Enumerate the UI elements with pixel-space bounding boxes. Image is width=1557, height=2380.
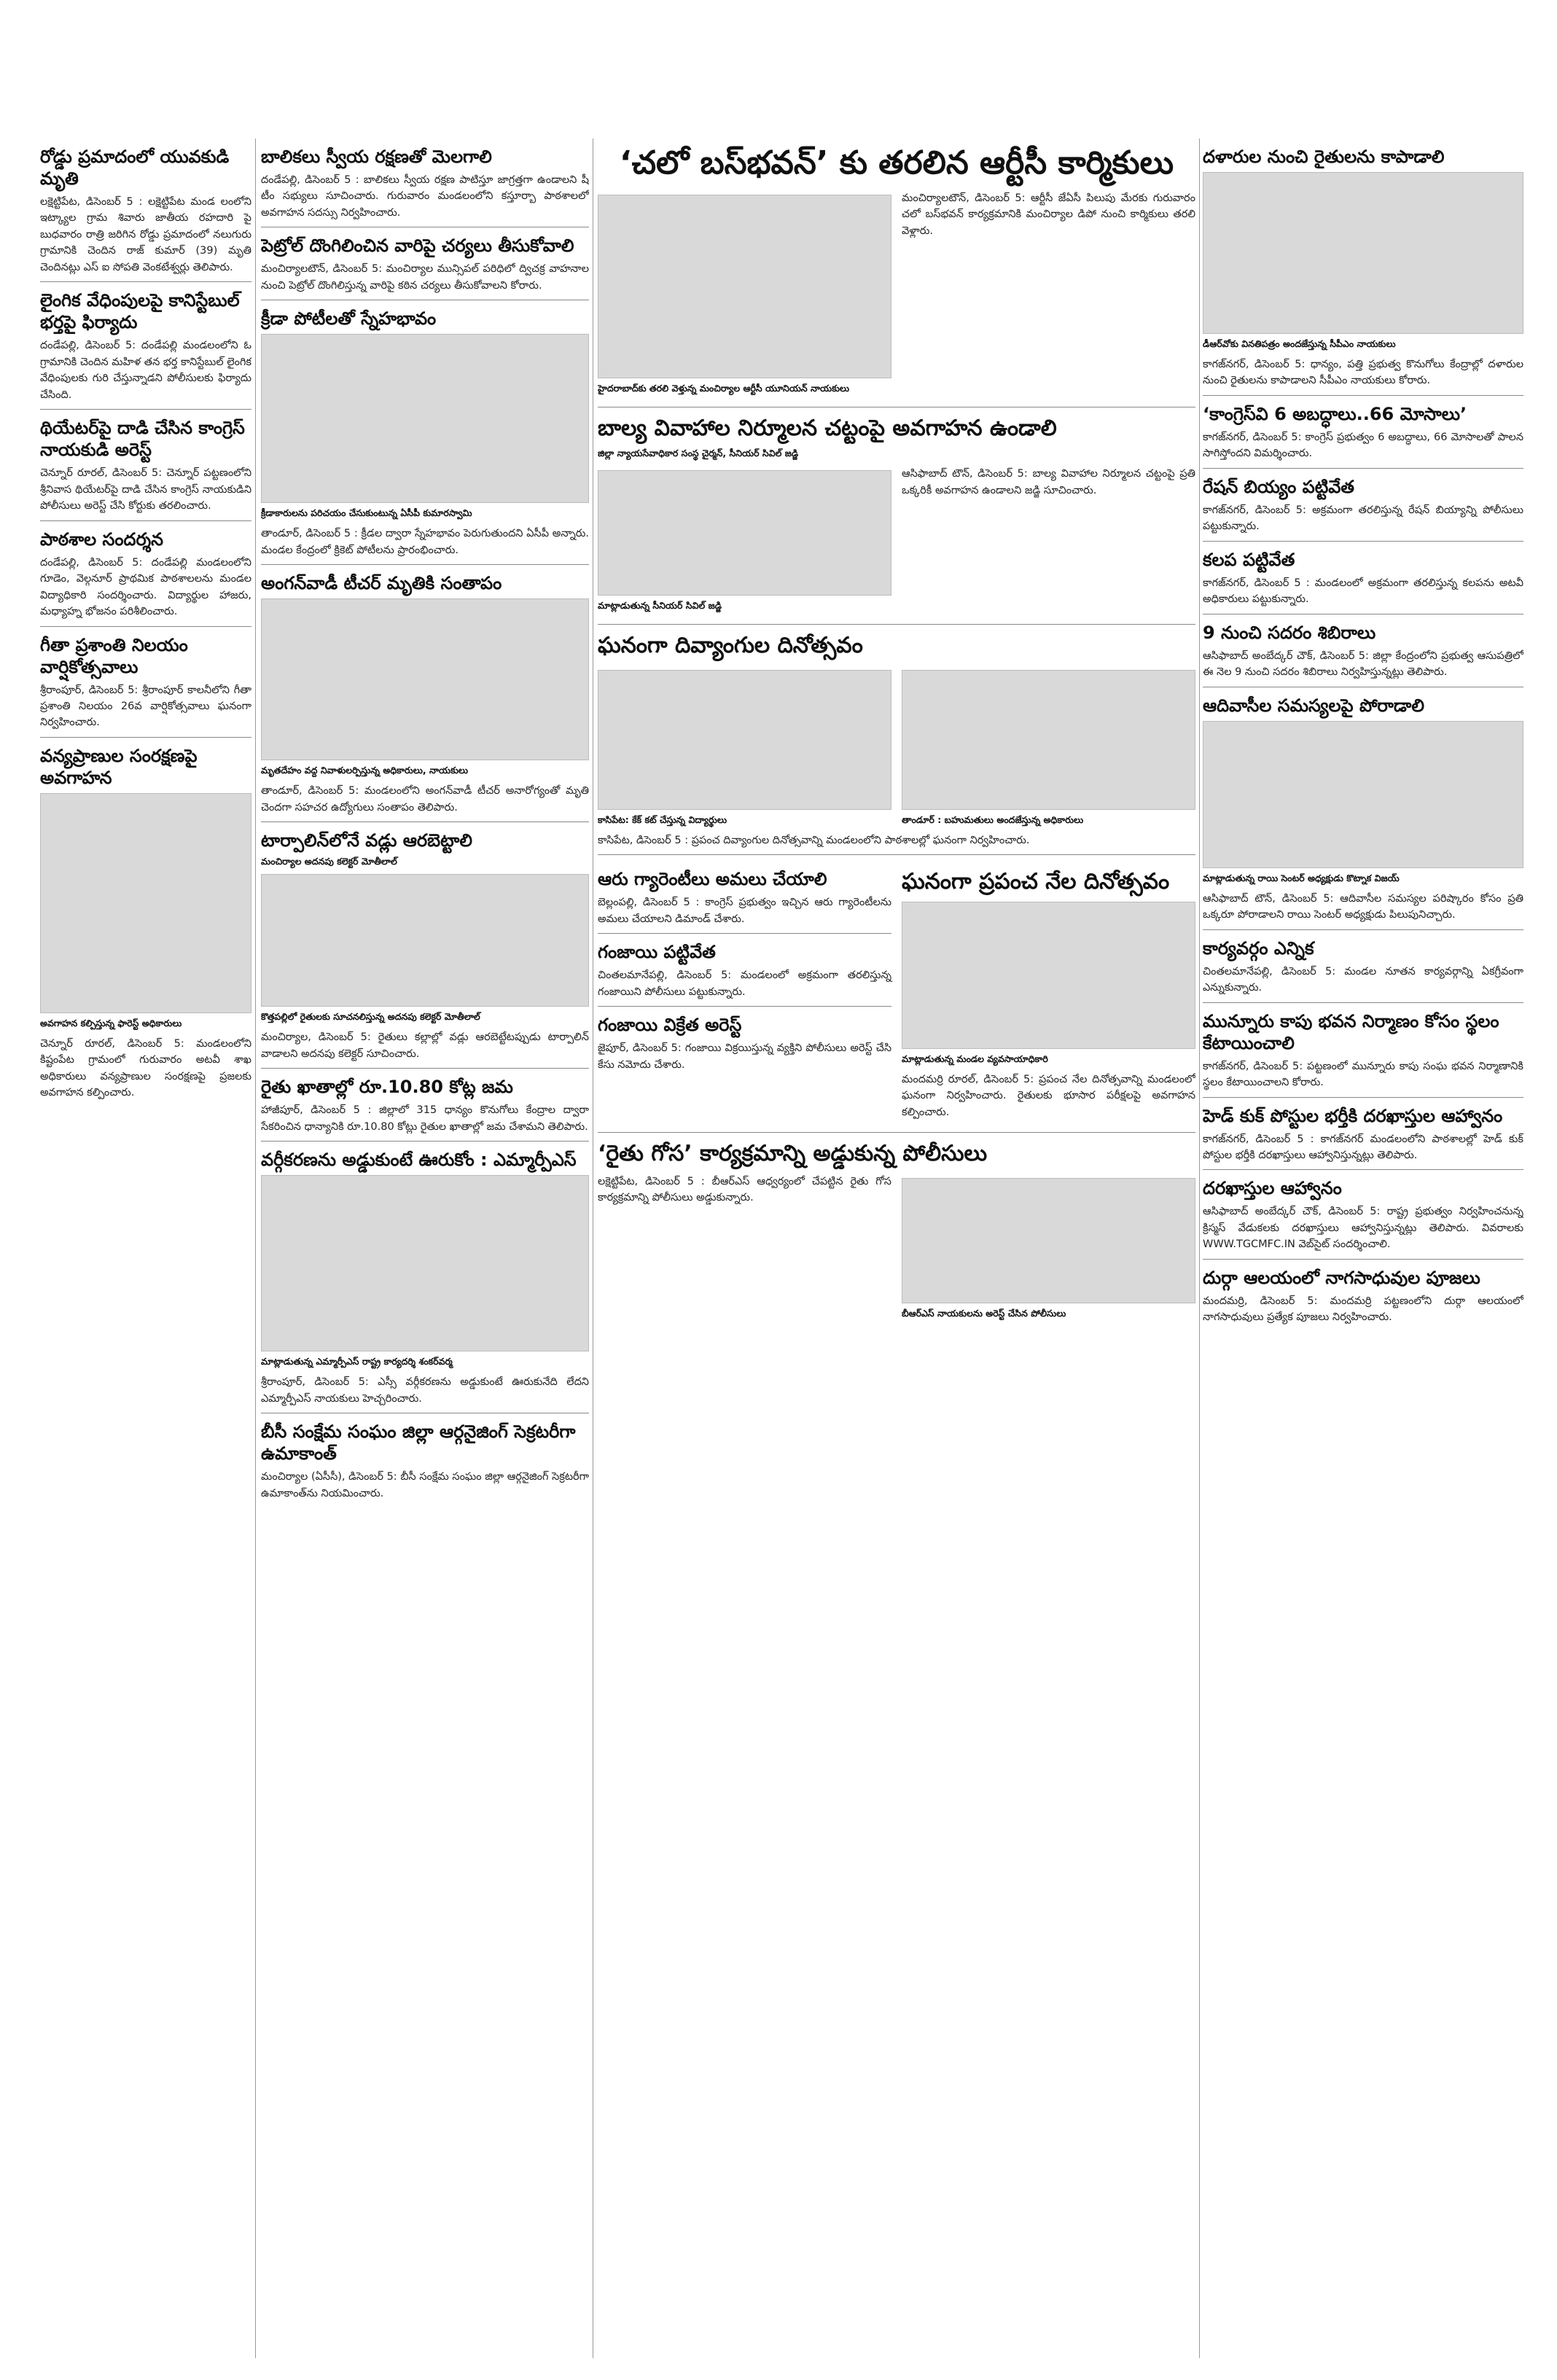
column-1 bbox=[40, 138, 251, 2358]
article-body: మంచిర్యాలటౌన్, డిసెంబర్ 5: మంచిర్యాల మున్సిపల్ పరిధిలో ద్విచక్ర వాహనాల నుంచి పెట్రోల్ దొంగిలిస్తున్న వారిపై కఠిన చర్యలు తీసుకోవాలని కోరారు. bbox=[261, 263, 589, 292]
headline-adivasi: ఆదివాసీల సమస్యలపై పోరాడాలి bbox=[1203, 695, 1424, 716]
headline-road-accident: రోడ్డు ప్రమాదంలో యువకుడి మృతి bbox=[40, 147, 230, 189]
news-photo bbox=[598, 670, 891, 810]
headline-rythu-gosa: ‘రైతు గోస’ కార్యక్రమాన్ని అడ్డుకున్న పోలీసులు bbox=[598, 1141, 988, 1167]
divider bbox=[40, 281, 251, 282]
article-body: చింతలమానేపల్లి, డిసెంబర్ 5: మండల నూతన కార్యవర్గాన్ని ఏకగ్రీవంగా ఎన్నుకున్నారు. bbox=[1203, 965, 1523, 994]
headline-anganwadi: అంగన్‌వాడీ టీచర్ మృతికి సంతాపం bbox=[261, 573, 502, 594]
article-body: శ్రీరాంపూర్, డిసెంబర్ 5: ఎస్సీ వర్గీకరణను అడ్డుకుంటే ఊరుకునేది లేదని ఎమ్మార్పీఎస్ నాయకులు హెచ్చరించారు. bbox=[261, 1376, 589, 1405]
photo-caption: అవగాహన కల్పిస్తున్న ఫారెస్ట్ అధికారులు bbox=[40, 1017, 182, 1029]
article-body: దండేపల్లి, డిసెంబర్ 5: దండేపల్లి మండలంలోని గూడెం, వెల్గనూర్ ప్రాథమిక పాఠశాలలను మండల విద్యాధికారి సందర్శించారు. విద్యార్థుల హాజరు, మధ్యాహ్న భోజనం పరిశీలించారు. bbox=[40, 556, 251, 618]
article-body: మంచిర్యాల, డిసెంబర్ 5: రైతులు కల్లాల్లో వడ్లు ఆరబెట్టేటప్పుడు టార్పాలిన్ వాడాలని అదనపు కలెక్టర్ సూచించారు. bbox=[261, 1031, 589, 1060]
photo-caption: కొత్తపల్లిలో రైతులకు సూచనలిస్తున్న అదనపు కలెక్టర్ మోతీలాల్ bbox=[261, 1011, 480, 1023]
headline-ganja-arrest: గంజాయి విక్రేత అరెస్ట్ bbox=[598, 1015, 742, 1036]
headline-disability-day: ఘనంగా దివ్యాంగుల దినోత్సవం bbox=[598, 633, 863, 659]
divider bbox=[1203, 1169, 1523, 1170]
article-body: కాగజ్‌నగర్, డిసెంబర్ 5: కాంగ్రెస్ ప్రభుత్వం 6 అబద్ధాలు, 66 మోసాలతో పాలన సాగిస్తోందని విమర్శించారు. bbox=[1203, 431, 1523, 460]
article-body: దండేపల్లి, డిసెంబర్ 5 : బాలికలు స్వీయ రక్షణ పాటిస్తూ జాగ్రత్తగా ఉండాలని షీ టీం సభ్యులు సూచించారు. గురువారం మండలంలోని కస్తూర్బా పాఠశాలలో అవగాహన సదస్సు నిర్వహించారు. bbox=[261, 174, 589, 219]
news-photo bbox=[598, 195, 891, 378]
news-photo bbox=[40, 793, 251, 1013]
article-body: శ్రీరాంపూర్, డిసెంబర్ 5: శ్రీరాంపూర్ కాలనీలోని గీతా ప్రశాంతి నిలయం 26వ వార్షికోత్సవాలు ఘనంగా నిర్వహించారు. bbox=[40, 684, 251, 729]
headline-tarpaulin: టార్పాలిన్‌లోనే వడ్లు ఆరబెట్టాలి bbox=[261, 830, 472, 851]
headline-durga-temple: దుర్గా ఆలయంలో నాగసాధువుల పూజలు bbox=[1203, 1267, 1480, 1288]
article-body: దండేపల్లి, డిసెంబర్ 5: దండేపల్లి మండలంలోని ఓ గ్రామానికి చెందిన మహిళ తన భర్త కానిస్టేబుల్ లైంగిక వేధింపులకు గురి చేస్తున్నాడని పోలీసులకు ఫిర్యాదు చేసింది. bbox=[40, 340, 251, 401]
headline-head-cook: హెడ్ కుక్ పోస్టుల భర్తీకి దరఖాస్తుల ఆహ్వానం bbox=[1203, 1105, 1503, 1126]
divider bbox=[598, 1132, 1195, 1133]
photo-caption: బీఆర్ఎస్ నాయకులను అరెస్ట్ చేసిన పోలీసులు bbox=[902, 1307, 1066, 1319]
news-photo bbox=[902, 1178, 1195, 1303]
divider bbox=[1203, 1259, 1523, 1260]
divider bbox=[40, 520, 251, 521]
headline-geeta-nilayam: గీతా ప్రశాంతి నిలయం వార్షికోత్సవాలు bbox=[40, 634, 188, 677]
divider bbox=[40, 737, 251, 738]
headline-sports: క్రీడా పోటీలతో స్నేహభావం bbox=[261, 308, 437, 329]
headline-child-marriage: బాల్య వివాహాల నిర్మూలన చట్టంపై అవగాహన ఉండాలి bbox=[598, 415, 1057, 441]
article-body: లక్షెట్టిపేట, డిసెంబర్ 5 : లక్షెట్టిపేట మండ లంలోని ఇట్క్యాల గ్రామ శివారు జాతీయ రహదారి పై బుధవారం రాత్రి జరిగిన రోడ్డు ప్రమాదంలో నలుగురు గ్రామానికి చెందిన రాజ్ కుమార్ (39) మృతి చెందినట్లు ఎస్ ఐ సోపతి వెంకటేశ్వర్లు తెలిపారు. bbox=[40, 196, 251, 273]
photo-caption: మృతదేహం వద్ద నివాళులర్పిస్తున్న అధికారులు, నాయకులు bbox=[261, 765, 469, 776]
article-body: మందమర్రి, డిసెంబర్ 5: మందమర్రి పట్టణంలోని దుర్గా ఆలయంలో నాగసాధువులు ప్రత్యేక పూజలు నిర్వహించారు. bbox=[1203, 1295, 1523, 1324]
story-block bbox=[598, 861, 1195, 1126]
headline-applications: దరఖాస్తుల ఆహ్వానం bbox=[1203, 1178, 1342, 1199]
news-photo bbox=[261, 334, 589, 503]
byline: మంచిర్యాల అదనపు కలెక్టర్ మోతీలాల్ bbox=[261, 856, 397, 867]
headline-soil-day: ఘనంగా ప్రపంచ నేల దినోత్సవం bbox=[902, 869, 1170, 895]
divider bbox=[1203, 395, 1523, 396]
headline-school-visit: పాఠశాల సందర్శన bbox=[40, 528, 163, 550]
headline-brokers: దళారుల నుంచి రైతులను కాపాడాలి bbox=[1203, 147, 1445, 167]
article-body: మందమర్రి రూరల్, డిసెంబర్ 5: ప్రపంచ నేల దినోత్సవాన్ని మండలంలో ఘనంగా నిర్వహించారు. రైతులకు భూసార పరీక్షలపై అవగాహన కల్పించారు. bbox=[902, 1073, 1195, 1118]
photo-caption: హైదరాబాద్‌కు తరలి వెళ్తున్న మంచిర్యాల ఆర్టీసీ యూనియన్ నాయకులు bbox=[598, 382, 850, 394]
headline-ration-rice: రేషన్ బియ్యం పట్టివేత bbox=[1203, 476, 1354, 497]
news-photo bbox=[261, 598, 589, 760]
news-photo bbox=[902, 670, 1195, 810]
article-body: మంచిర్యాల (ఏసీసీ), డిసెంబర్ 5: బీసీ సంక్షేమ సంఘం జిల్లా ఆర్గనైజింగ్ సెక్రటరీగా ఉమాకాంత్‌ను నియమించారు. bbox=[261, 1471, 589, 1499]
divider bbox=[1203, 468, 1523, 469]
photo-caption: కాసిపేట: కేక్ కట్ చేస్తున్న విద్యార్థులు bbox=[598, 814, 727, 825]
news-photo bbox=[902, 902, 1195, 1049]
article-body: చెన్నూర్ రూరల్, డిసెంబర్ 5: మండలంలోని కిష్టంపేట గ్రామంలో గురువారం అటవీ శాఖ అధికారులు వన్యప్రాణుల సంరక్షణపై ప్రజలకు అవగాహన కల్పించారు. bbox=[40, 1037, 251, 1099]
article-body: తాండూర్, డిసెంబర్ 5 : క్రీడల ద్వారా స్నేహభావం పెరుగుతుందని ఏసీపీ అన్నారు. మండల కేంద్రంలో క్రికెట్ పోటీలను ప్రారంభించారు. bbox=[261, 528, 589, 556]
news-photo bbox=[261, 1175, 589, 1351]
headline-mrps: వర్గీకరణను అడ్డుకుంటే ఊరుకోం : ఎమ్మార్పీఎస్ bbox=[261, 1150, 577, 1171]
headline-munnuru-kapu: మున్నూరు కాపు భవన నిర్మాణం కోసం స్థలం కేటాయించాలి bbox=[1203, 1010, 1499, 1053]
article-body: కాగజ్‌నగర్, డిసెంబర్ 5: పట్టణంలో మున్నూరు కాపు సంఘ భవన నిర్మాణానికి స్థలం కేటాయించాలని కోరారు. bbox=[1203, 1060, 1523, 1089]
divider bbox=[1203, 541, 1523, 542]
article-body: ఆసిఫాబాద్ టౌన్, డిసెంబర్ 5: బాల్య వివాహాల నిర్మూలన చట్టంపై ప్రతి ఒక్కరికీ అవగాహన ఉండాలని జడ్జి సూచించారు. bbox=[902, 468, 1195, 496]
article-body: ఆసిఫాబాద్ అంబేద్కర్ చౌక్, డిసెంబర్ 5: రాష్ట్ర ప్రభుత్వం నిర్వహించనున్న క్రిస్మస్ వేడుకలకు దరఖాస్తులు ఆహ్వానిస్తున్నట్లు తెలిపారు. వివరాలకు WWW.TGCMFC.IN వెబ్‌సైట్ సందర్శించాలి. bbox=[1203, 1206, 1523, 1251]
divider bbox=[1203, 1097, 1523, 1098]
article-body: చెన్నూర్ రూరల్, డిసెంబర్ 5: చెన్నూర్ పట్టణంలోని శ్రీనివాస థియేటర్‌పై దాడి చేసిన కాంగ్రెస్ నాయకుడిని పోలీసులు అరెస్ట్ చేసి కోర్టుకు తరలించారు. bbox=[40, 467, 251, 512]
divider bbox=[261, 1141, 589, 1142]
article-body: కాగజ్‌నగర్, డిసెంబర్ 5 : కాగజ్‌నగర్ మండలంలోని పాఠశాలల్లో హెడ్ కుక్ పోస్టుల భర్తీకి దరఖాస్తులు ఆహ్వానిస్తున్నట్లు తెలిపారు. bbox=[1203, 1133, 1523, 1161]
article-body: కాగజ్‌నగర్, డిసెంబర్ 5 : మండలంలో అక్రమంగా తరలిస్తున్న కలపను అటవీ అధికారులు పట్టుకున్నారు. bbox=[1203, 577, 1523, 606]
divider bbox=[261, 564, 589, 565]
headline-ganja-seizure: గంజాయి పట్టివేత bbox=[598, 942, 716, 963]
photo-caption: మాట్లాడుతున్న సీనియర్ సివిల్ జడ్జి bbox=[598, 600, 722, 612]
column-4 bbox=[1203, 138, 1523, 2358]
news-photo bbox=[1203, 721, 1523, 868]
article-body: జైపూర్, డిసెంబర్ 5: గంజాయి విక్రయిస్తున్న వ్యక్తిని పోలీసులు అరెస్ట్ చేసి కేసు నమోదు చేశారు. bbox=[598, 1042, 891, 1071]
lead-story bbox=[598, 190, 1195, 401]
photo-caption: డీఆర్‌వోకు వినతిపత్రం అందజేస్తున్న సీపీఎం నాయకులు bbox=[1203, 338, 1396, 349]
article-body: మంచిర్యాలటౌన్, డిసెంబర్ 5: ఆర్టీసీ జేఏసీ పిలుపు మేరకు గురువారం చలో బస్‌భవన్ కార్యక్రమానికి మంచిర్యాల డిపో నుంచి కార్మికులు తరలి వెళ్లారు. bbox=[902, 192, 1195, 237]
article-body: లక్షెట్టిపేట, డిసెంబర్ 5 : బీఆర్ఎస్ ఆధ్వర్యంలో చేపట్టిన రైతు గోస కార్యక్రమాన్ని పోలీసులు అడ్డుకున్నారు. bbox=[598, 1175, 891, 1204]
news-photo bbox=[261, 874, 589, 1007]
divider bbox=[40, 409, 251, 410]
story-block bbox=[598, 1174, 1195, 1326]
column-2 bbox=[261, 138, 589, 2358]
story-block bbox=[598, 666, 1195, 832]
article-body: ఆసిఫాబాద్ టౌన్, డిసెంబర్ 5: ఆదివాసీల సమస్యల పరిష్కారం కోసం ప్రతి ఒక్కరూ పోరాడాలని రాయి సెంటర్ అధ్యక్షుడు పిలుపునిచ్చారు. bbox=[1203, 892, 1523, 921]
divider bbox=[598, 854, 1195, 855]
article-body: బెల్లంపల్లి, డిసెంబర్ 5 : కాంగ్రెస్ ప్రభుత్వం ఇచ్చిన ఆరు గ్యారెంటీలను అమలు చేయాలని డిమాండ్ చేశారు. bbox=[598, 897, 891, 925]
divider bbox=[598, 933, 891, 934]
article-body: కాగజ్‌నగర్, డిసెంబర్ 5: ధాన్యం, పత్తి ప్రభుత్వ కొనుగోలు కేంద్రాల్లో దళారుల నుంచి రైతులను కాపాడాలని సీపీఎం నాయకులు కోరారు. bbox=[1203, 359, 1523, 387]
column-rule bbox=[1199, 138, 1200, 2358]
photo-caption: మాట్లాడుతున్న రాయి సెంటర్ అధ్యక్షుడు కొట్నాక విజయ్ bbox=[1203, 872, 1400, 883]
headline-girls-safety: బాలికలు స్వీయ రక్షణతో మెలగాలి bbox=[261, 147, 492, 167]
headline-petrol-theft: పెట్రోల్ దొంగిలించిన వారిపై చర్యలు తీసుకోవాలి bbox=[261, 235, 574, 257]
column-rule bbox=[255, 138, 256, 2358]
article-body: చింతలమానేపల్లి, డిసెంబర్ 5: మండలంలో అక్రమంగా తరలిస్తున్న గంజాయిని పోలీసులు పట్టుకున్నారు. bbox=[598, 969, 891, 998]
column-3 bbox=[598, 138, 1195, 2358]
news-photo bbox=[598, 470, 891, 596]
divider bbox=[598, 624, 1195, 625]
headline-theatre-attack: థియేటర్‌పై దాడి చేసిన కాంగ్రెస్ నాయకుడి అరెస్ట్ bbox=[40, 418, 245, 461]
headline-committee: కార్యవర్గం ఎన్నిక bbox=[1203, 937, 1314, 959]
photo-caption: తాండూర్ : బహుమతులు అందజేస్తున్న అధికారులు bbox=[902, 814, 1084, 825]
photo-caption: మాట్లాడుతున్న ఎమ్మార్పీఎస్ రాష్ట్ర కార్యదర్శి శంకర్‌వర్మ bbox=[261, 1356, 453, 1367]
byline: జిల్లా న్యాయసేవాధికార సంస్థ చైర్మన్, సీనియర్ సివిల్ జడ్జి bbox=[598, 448, 799, 459]
headline-wildlife: వన్యప్రాణుల సంరక్షణపై అవగాహన bbox=[40, 745, 198, 788]
article-body: ఆసిఫాబాద్ అంబేద్కర్ చౌక్, డిసెంబర్ 5: జిల్లా కేంద్రంలోని ప్రభుత్వ ఆసుపత్రిలో ఈ నెల 9 నుంచి సదరం శిబిరాలు నిర్వహిస్తున్నట్లు తెలిపారు. bbox=[1203, 649, 1523, 679]
headline-harassment: లైంగిక వేధింపులపై కానిస్టేబుల్ భర్తపై ఫిర్యాదు bbox=[40, 290, 240, 333]
headline-congress-lies: ‘కాంగ్రెస్‌వి 6 అబద్ధాలు..66 మోసాలు’ bbox=[1203, 403, 1467, 424]
article-body: కాసిపేట, డిసెంబర్ 5 : ప్రపంచ దివ్యాంగుల దినోత్సవాన్ని మండలంలోని పాఠశాలల్లో ఘనంగా నిర్వహించారు. bbox=[598, 834, 1030, 846]
headline-chalo-bus-bhavan: ‘చలో బస్‌భవన్’ కు తరలిన ఆర్టీసీ కార్మికులు bbox=[619, 144, 1174, 182]
divider bbox=[1203, 1002, 1523, 1003]
news-photo bbox=[1203, 172, 1523, 334]
divider bbox=[40, 626, 251, 627]
headline-bc-sangham: బీసీ సంక్షేమ సంఘం జిల్లా ఆర్గనైజింగ్ సెక్రటరీగా ఉమాకాంత్ bbox=[261, 1421, 576, 1464]
headline-timber: కలప పట్టివేత bbox=[1203, 549, 1295, 570]
photo-caption: క్రీడాకారులను పరిచయం చేసుకుంటున్న ఏసీపీ కుమారస్వామి bbox=[261, 507, 472, 519]
story-block bbox=[598, 466, 1195, 618]
headline-six-guarantees: ఆరు గ్యారెంటీలు అమలు చేయాలి bbox=[598, 869, 827, 890]
divider bbox=[598, 1006, 891, 1007]
divider bbox=[1203, 929, 1523, 930]
headline-farmer-accounts: రైతు ఖాతాల్లో రూ.10.80 కోట్ల జమ bbox=[261, 1077, 513, 1098]
divider bbox=[261, 1068, 589, 1069]
photo-caption: మాట్లాడుతున్న మండల వ్యవసాయాధికారి bbox=[902, 1053, 1048, 1064]
headline-sadaram: 9 నుంచి సదరం శిబిరాలు bbox=[1203, 622, 1376, 643]
article-body: తాండూర్, డిసెంబర్ 5: మండలంలోని అంగన్‌వాడీ టీచర్ అనారోగ్యంతో మృతి చెందగా సహచర ఉద్యోగులు సంతాపం తెలిపారు. bbox=[261, 785, 589, 814]
article-body: కాగజ్‌నగర్, డిసెంబర్ 5: అక్రమంగా తరలిస్తున్న రేషన్ బియ్యాన్ని పోలీసులు పట్టుకున్నారు. bbox=[1203, 504, 1523, 533]
article-body: హాజీపూర్, డిసెంబర్ 5 : జిల్లాలో 315 ధాన్యం కొనుగోలు కేంద్రాల ద్వారా సేకరించిన ధాన్యానికి రూ.10.80 కోట్లు రైతుల ఖాతాల్లో జమ చేశామని తెలిపారు. bbox=[261, 1104, 589, 1133]
